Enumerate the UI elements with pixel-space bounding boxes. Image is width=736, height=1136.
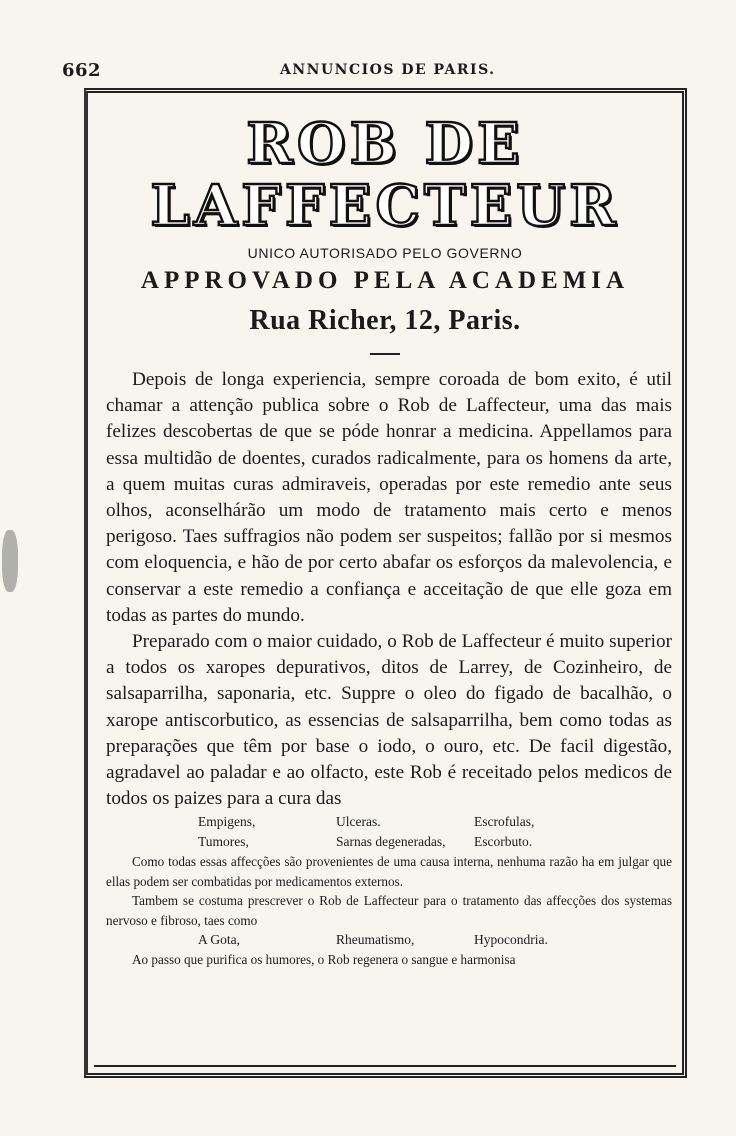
paragraph-2: Preparado com o maior cuidado, o Rob de Laffecteur é muito superior a todos os xaropes depurativos, ditos de Larrey, de Cozinheiro, de salsaparrilha, saponaria, etc. Suppre o oleo do figado de bacalhão, o xarope antiscorbutico, as essencias de salsaparrilha, bem como todas as preparações que têm por base o iodo, o ouro, etc. De facil digestão, agradavel ao paladar e ao olfacto, este Rob é receitado pelos medicos de todos os paizes para a cura das [106, 631, 672, 810]
divider [370, 353, 400, 355]
ad-small-text-end [88, 950, 682, 970]
ad-address: Rua Richer, 12, Paris. [249, 305, 521, 336]
disease-list-row-1 [88, 812, 682, 832]
paragraph-1: Depois de longa experiencia, sempre coroada de bom exito, é util chamar a attenção publica sobre o Rob de Laffecteur, uma das mais felizes descobertas de que se póde honrar a medicina. Appellamos para essa multidão de doentes, curados radicalmente, para os homens da arte, a quem muitas curas admiraveis, operadas por este remedio ante seus olhos, aconselhárão um modo de tratamento mais certo e menos perigoso. Taes suffragios não podem ser suspeitos; fallão por si mesmos com eloquencia, e hão de por certo abafar os esforços da malevolencia, e conservar a este remedio a confiança e acceitação de que elle goza em todas as partes do mundo. [106, 369, 672, 626]
disease-list-row-2 [88, 832, 682, 852]
list-item: Hypocondria. [474, 932, 548, 948]
ad-approval: APPROVADO PELA ACADEMIA [140, 267, 630, 294]
list-item: Escrofulas, [474, 814, 535, 830]
ad-body [88, 367, 682, 812]
list-item: Tumores, [198, 834, 249, 850]
ad-small-text [88, 852, 682, 930]
paragraph-4: Tambem se costuma prescrever o Rob de Laffecteur para o tratamento das affecções dos systemas nervoso e fibroso, taes como [106, 893, 672, 928]
list-item: Ulceras. [336, 814, 381, 830]
page-number: 662 [62, 60, 102, 81]
list-item: Escorbuto. [474, 834, 533, 850]
paragraph-3: Como todas essas affecções são provenientes de uma causa interna, nenhuma razão ha em julgar que ellas podem ser combatidas por medicamentos externos. [106, 854, 672, 889]
list-item: Rheumatismo, [336, 932, 415, 948]
paragraph-5: Ao passo que purifica os humores, o Rob regenera o sangue e harmonisa [132, 952, 516, 968]
ad-title: ROB DE LAFFECTEUR [150, 111, 620, 239]
advertisement-frame [84, 88, 687, 1078]
ad-subtitle: UNICO AUTORISADO PELO GOVERNO [247, 245, 523, 261]
ink-blot [2, 530, 18, 592]
running-head: ANNUNCIOS DE PARIS. [280, 62, 496, 78]
list-item: Empigens, [198, 814, 256, 830]
disease-list-row-3 [88, 930, 682, 950]
list-item: Sarnas degeneradas, [336, 834, 446, 850]
list-item: A Gota, [198, 932, 240, 948]
